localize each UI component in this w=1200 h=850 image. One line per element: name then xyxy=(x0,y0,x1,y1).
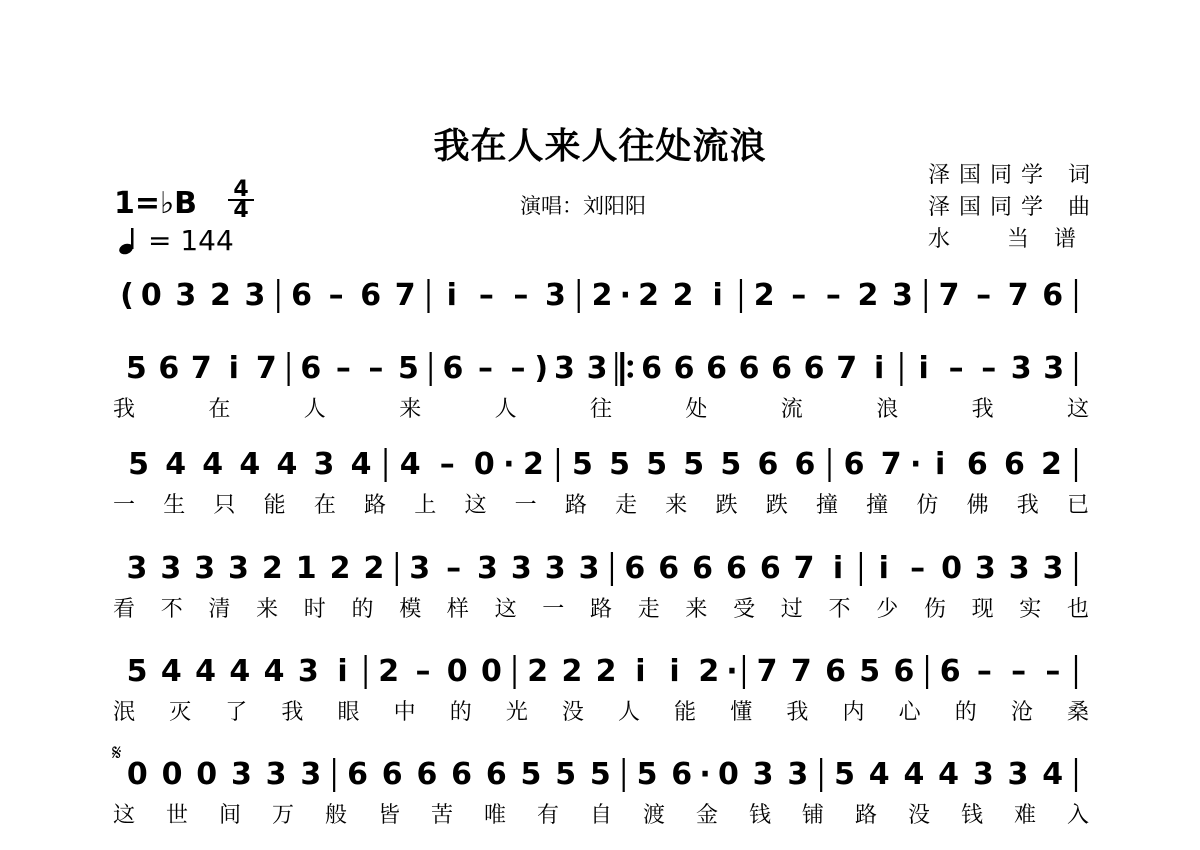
score-note: 7 xyxy=(938,278,960,313)
score-note: 6 xyxy=(416,757,438,792)
lyric-char: 万 xyxy=(271,803,295,828)
score-note: 6 xyxy=(673,351,695,386)
score-note: 1 xyxy=(295,551,317,586)
lyric-char: 没 xyxy=(561,700,584,725)
score-note: – xyxy=(513,278,529,313)
score-note: i xyxy=(873,351,885,386)
score-note: – xyxy=(439,447,455,482)
score-note: i xyxy=(832,551,844,586)
score-note: 3 xyxy=(313,447,335,482)
score-note: – xyxy=(368,351,384,386)
lyric-char: 有 xyxy=(536,803,560,828)
score-note: 6 xyxy=(825,654,846,689)
lyric-char: 仿 xyxy=(916,493,939,518)
score-note: 6 xyxy=(692,551,713,586)
lyric-char: 难 xyxy=(1013,803,1037,828)
score-note: 6 xyxy=(725,551,747,586)
score-note: – xyxy=(446,551,462,586)
lyric-char: 人 xyxy=(618,700,641,725)
lyric-char: 中 xyxy=(393,700,416,725)
score-note: – xyxy=(335,351,351,386)
score-note: 2 xyxy=(527,654,549,689)
lyric-char: 现 xyxy=(971,597,994,622)
score-note: 3 xyxy=(892,278,913,313)
score-note: 6 xyxy=(939,654,961,689)
score-note: 3 xyxy=(477,551,498,586)
score-note: – xyxy=(825,278,841,313)
score-note: 7 xyxy=(255,351,277,386)
lyric-char: 这 xyxy=(464,493,487,518)
score-note: 5 xyxy=(636,757,658,792)
composer-credit: 泽国同学 曲 xyxy=(928,195,1099,220)
score-note: 7 xyxy=(1007,278,1029,313)
lyric-char: 一 xyxy=(112,493,136,518)
score-note: · xyxy=(503,447,515,482)
lyric-char: 的 xyxy=(449,700,472,725)
score-note: – xyxy=(981,351,997,386)
score-note: i xyxy=(228,351,239,386)
score-note: 4 xyxy=(868,757,890,792)
lyric-char: 上 xyxy=(414,493,437,518)
score-note: 5 xyxy=(520,757,542,792)
score-note: 3 xyxy=(972,757,994,792)
score-note: 2 xyxy=(591,278,613,313)
lyric-char: 金 xyxy=(695,803,719,828)
score-note: 2 xyxy=(753,278,775,313)
lyric-char: 我 xyxy=(786,700,809,725)
lyric-char: 路 xyxy=(589,597,613,622)
score-note: 3 xyxy=(1010,351,1032,386)
lyric-char: 也 xyxy=(1066,597,1090,622)
lyric-char: 眼 xyxy=(337,700,360,725)
score-note: 3 xyxy=(228,551,249,586)
lyric-char: 来 xyxy=(685,597,708,622)
score-note: 6 xyxy=(360,278,382,313)
score-note: i xyxy=(635,654,646,689)
score-note: 3 xyxy=(545,278,566,313)
score-note: 7 xyxy=(756,654,778,689)
lyric-char: 沧 xyxy=(1010,700,1033,725)
score-note: – xyxy=(1011,654,1027,689)
lyric-char: 佛 xyxy=(966,493,989,518)
score-note: 6 xyxy=(158,351,180,386)
lyric-char: 渡 xyxy=(642,803,666,828)
score-note: – xyxy=(510,351,526,386)
score-note: 6 xyxy=(759,551,781,586)
score-note: 2 xyxy=(261,551,283,586)
score-note: 4 xyxy=(195,654,217,689)
score-note: 2 xyxy=(698,654,720,689)
score-note: 7 xyxy=(793,551,815,586)
lyric-char: 我 xyxy=(112,397,136,422)
score-note: 0 xyxy=(196,757,218,792)
score-note: 5 xyxy=(646,447,668,482)
score-note: 6 xyxy=(442,351,464,386)
score-note: 7 xyxy=(394,278,416,313)
score-note: 5 xyxy=(683,447,705,482)
score-note: 4 xyxy=(903,757,925,792)
score-note: 7 xyxy=(190,351,212,386)
score-note: 4 xyxy=(263,654,285,689)
score-note: 3 xyxy=(409,551,431,586)
lyric-char: 我 xyxy=(1016,493,1039,518)
time-signature-denominator: 4 xyxy=(228,199,254,220)
lyric-char: 撞 xyxy=(815,493,838,518)
lyric-char: 的 xyxy=(351,597,374,622)
lyric-char: 少 xyxy=(876,597,899,622)
lyric-char: 生 xyxy=(163,493,186,518)
score-note: 4 xyxy=(160,654,182,689)
lyric-char: 路 xyxy=(564,493,587,518)
score-note: 4 xyxy=(239,447,261,482)
lyric-char: 这 xyxy=(1066,397,1090,422)
score-note: 7 xyxy=(880,447,902,482)
score-note: – xyxy=(948,351,964,386)
score-note: 3 xyxy=(586,351,608,386)
score-note: 4 xyxy=(1042,757,1064,792)
score-note: 2 xyxy=(561,654,583,689)
score-note: 6 xyxy=(966,447,988,482)
lyric-char: 苦 xyxy=(430,803,454,828)
lyric-char: 世 xyxy=(165,803,189,828)
score-note: · xyxy=(619,278,631,313)
lyric-char: 处 xyxy=(685,397,708,422)
score-note: 0 xyxy=(446,654,468,689)
lyric-char: 泯 xyxy=(112,700,136,725)
score-note: 3 xyxy=(297,654,319,689)
segno-sign: 𝄋 xyxy=(112,741,122,766)
lyric-char: 自 xyxy=(589,803,613,828)
score-note: 2 xyxy=(522,447,544,482)
score-note: 3 xyxy=(1042,551,1064,586)
lyric-char: 时 xyxy=(303,597,326,622)
singer-line: 演唱：刘阳阳 xyxy=(520,194,646,218)
score-note: 5 xyxy=(128,447,149,482)
lyric-char: 光 xyxy=(505,700,528,725)
score-note: 0 xyxy=(161,757,183,792)
score-note: 0 xyxy=(941,551,962,586)
score-note: 4 xyxy=(165,447,187,482)
score-note: · xyxy=(726,654,738,689)
score-note: 6 xyxy=(451,757,473,792)
score-note: ( xyxy=(120,278,134,313)
score-note: i xyxy=(446,278,457,313)
score-note: 6 xyxy=(381,757,403,792)
lyric-char: 没 xyxy=(907,803,931,828)
score-note: 0 xyxy=(473,447,495,482)
lyric-char: 在 xyxy=(313,493,336,518)
score-note: – xyxy=(1045,654,1061,689)
score-note: – xyxy=(477,351,493,386)
score-note: 6 xyxy=(757,447,779,482)
score-note: ) xyxy=(534,351,549,386)
lyric-char: 钱 xyxy=(960,803,984,828)
score-note: 6 xyxy=(624,551,646,586)
lyric-char: 流 xyxy=(780,397,803,422)
score-note: i xyxy=(669,654,680,689)
score-note: 5 xyxy=(126,654,148,689)
repeat-dot xyxy=(627,372,633,378)
score-note: 0 xyxy=(480,654,502,689)
score-note: 3 xyxy=(300,757,322,792)
score-note: 3 xyxy=(974,551,996,586)
score-note: – xyxy=(976,654,992,689)
lyric-char: 样 xyxy=(446,597,469,622)
score-note: i xyxy=(878,551,889,586)
lyric-char: 人 xyxy=(303,397,326,422)
lyric-char: 来 xyxy=(399,397,422,422)
time-signature-numerator: 4 xyxy=(233,177,249,202)
score-note: 5 xyxy=(589,757,611,792)
score-note: 6 xyxy=(641,351,662,386)
lyric-char: 懂 xyxy=(730,700,753,725)
score-note: 3 xyxy=(175,278,197,313)
lyric-char: 我 xyxy=(971,397,994,422)
score-note: 3 xyxy=(160,551,182,586)
key-signature: 1=♭B xyxy=(114,186,198,221)
score-note: 6 xyxy=(738,351,760,386)
score-note: 7 xyxy=(790,654,812,689)
transcriber-credit: 水 当 谱 xyxy=(928,227,1085,252)
score-note: 4 xyxy=(276,447,298,482)
lyric-char: 模 xyxy=(399,597,422,622)
lyric-char: 这 xyxy=(112,803,136,828)
score-note: 5 xyxy=(125,351,147,386)
score-note: i xyxy=(337,654,348,689)
score-note: 6 xyxy=(794,447,816,482)
score-note: 2 xyxy=(672,278,694,313)
score-note: 2 xyxy=(329,551,351,586)
score-note: 6 xyxy=(658,551,680,586)
score-note: 4 xyxy=(229,654,251,689)
score-note: 3 xyxy=(554,351,575,386)
score-note: 3 xyxy=(510,551,532,586)
score-note: – xyxy=(415,654,431,689)
lyric-char: 入 xyxy=(1066,803,1090,828)
lyric-char: 我 xyxy=(281,700,304,725)
score-note: 2 xyxy=(1041,447,1062,482)
lyric-char: 人 xyxy=(494,397,517,422)
score-note: 3 xyxy=(544,551,566,586)
lyric-char: 的 xyxy=(954,700,977,725)
lyric-char: 铺 xyxy=(801,803,825,828)
lyric-char: 跌 xyxy=(715,493,738,518)
lyric-char: 实 xyxy=(1019,597,1042,622)
score-note: 3 xyxy=(1007,757,1029,792)
score-note: 6 xyxy=(803,351,825,386)
score-note: – xyxy=(328,278,344,313)
score-note: · xyxy=(699,757,711,792)
score-note: 6 xyxy=(1003,447,1025,482)
lyric-char: 跌 xyxy=(765,493,788,518)
lyric-char: 来 xyxy=(256,597,279,622)
score-note: · xyxy=(909,447,922,482)
lyric-char: 这 xyxy=(494,597,517,622)
lyric-char: 受 xyxy=(733,597,756,622)
score-note: 2 xyxy=(595,654,617,689)
score-note: 6 xyxy=(347,757,368,792)
score-note: – xyxy=(976,278,992,313)
score-note: 2 xyxy=(638,278,659,313)
score-note: – xyxy=(478,278,494,313)
score-note: 5 xyxy=(720,447,742,482)
score-note: 3 xyxy=(752,757,774,792)
score-note: 6 xyxy=(843,447,865,482)
score-note: i xyxy=(935,447,946,482)
lyric-char: 撞 xyxy=(866,493,889,518)
lyric-char: 已 xyxy=(1066,493,1090,518)
score-note: 3 xyxy=(265,757,287,792)
lyric-char: 在 xyxy=(208,397,231,422)
score-note: i xyxy=(918,351,929,386)
lyric-char: 路 xyxy=(854,803,878,828)
lyric-char: 走 xyxy=(615,493,638,518)
score-note: 3 xyxy=(194,551,216,586)
score-note: 6 xyxy=(706,351,727,386)
score-note: 2 xyxy=(209,278,231,313)
score-note: 6 xyxy=(291,278,312,313)
score-note: 0 xyxy=(126,757,148,792)
lyric-char: 一 xyxy=(514,493,537,518)
lyric-char: 唯 xyxy=(483,803,507,828)
score-note: 6 xyxy=(485,757,507,792)
score-note: 6 xyxy=(1042,278,1064,313)
score-note: – xyxy=(910,551,926,586)
score-note: 2 xyxy=(857,278,879,313)
lyric-char: 浪 xyxy=(876,397,899,422)
lyric-char: 只 xyxy=(213,493,236,518)
lyric-char: 往 xyxy=(589,397,613,422)
score-note: 3 xyxy=(126,551,148,586)
score-note: i xyxy=(712,278,723,313)
score-note: 3 xyxy=(787,757,809,792)
score-note: 5 xyxy=(555,757,577,792)
lyric-char: 不 xyxy=(160,597,183,622)
lyric-char: 来 xyxy=(665,493,688,518)
score-note: 5 xyxy=(609,447,630,482)
score-note: 4 xyxy=(202,447,224,482)
lyric-char: 心 xyxy=(898,700,921,725)
score-note: 5 xyxy=(834,757,855,792)
score-note: 7 xyxy=(836,351,858,386)
score-note: 6 xyxy=(771,351,793,386)
score-note: 6 xyxy=(893,654,915,689)
score-note: 3 xyxy=(1043,351,1065,386)
song-title: 我在人来人往处流浪 xyxy=(433,126,767,167)
score-note: 5 xyxy=(397,351,419,386)
score-note: 4 xyxy=(350,447,372,482)
lyric-char: 了 xyxy=(225,700,248,725)
lyric-char: 灭 xyxy=(169,700,192,725)
score-note: 0 xyxy=(140,278,162,313)
score-note: 2 xyxy=(378,654,400,689)
lyric-char: 伤 xyxy=(923,597,946,622)
score-note: 4 xyxy=(938,757,960,792)
score-note: 5 xyxy=(859,654,881,689)
lyric-char: 钱 xyxy=(748,803,772,828)
score-note: 3 xyxy=(244,278,266,313)
score-note: 5 xyxy=(572,447,593,482)
lyric-char: 皆 xyxy=(377,803,401,828)
lyric-char: 不 xyxy=(828,597,851,622)
tempo-marking: = 144 xyxy=(148,224,234,257)
lyric-char: 桑 xyxy=(1066,700,1090,725)
lyric-char: 路 xyxy=(364,493,387,518)
lyric-char: 过 xyxy=(780,597,803,622)
lyric-char: 清 xyxy=(208,597,231,622)
score-note: 3 xyxy=(1008,551,1030,586)
lyric-char: 间 xyxy=(218,803,242,828)
lyric-char: 走 xyxy=(637,597,660,622)
score-note: 4 xyxy=(399,447,421,482)
score-note: 3 xyxy=(230,757,252,792)
score-note: 6 xyxy=(300,351,322,386)
score-note: 3 xyxy=(578,551,600,586)
lyric-char: 般 xyxy=(324,803,348,828)
lyric-char: 能 xyxy=(263,493,286,518)
score-note: – xyxy=(791,278,807,313)
lyric-char: 内 xyxy=(842,700,865,725)
lyric-char: 看 xyxy=(112,597,136,622)
lyric-char: 能 xyxy=(674,700,697,725)
score-note: 0 xyxy=(717,757,739,792)
lyric-char: 一 xyxy=(542,597,565,622)
lyricist-credit: 泽国同学 词 xyxy=(928,163,1099,188)
repeat-dot xyxy=(627,360,633,366)
score-note: 6 xyxy=(671,757,693,792)
score-note: 2 xyxy=(363,551,385,586)
